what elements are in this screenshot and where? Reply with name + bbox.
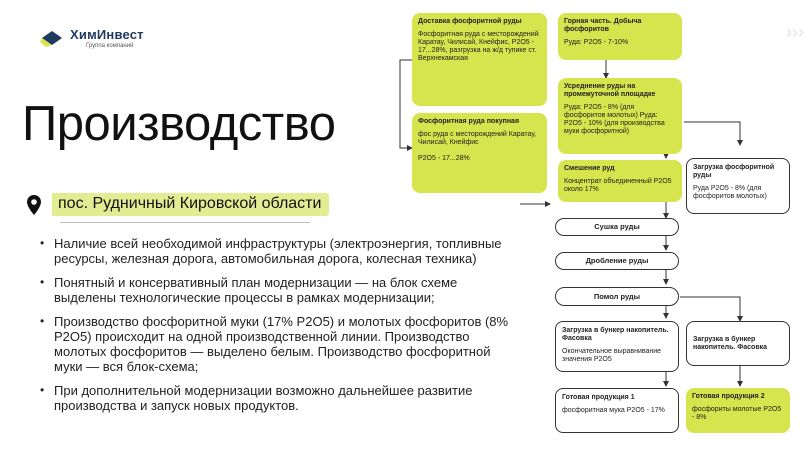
node-bunker1-body: Окончательное выравнивание значения Р2О5 [562, 348, 662, 363]
node-mixing [558, 160, 682, 202]
node-bunker1-title: Загрузка в бункер накопитель. Фасовка [562, 327, 669, 342]
node-product2 [686, 388, 790, 433]
bullet-text: При дополнительной модернизации возможно дальнейшее развитие производства и запуск новых продуктов. [54, 383, 473, 413]
node-product2-body: фосфориты молотые Р2О5 - 8% [692, 406, 782, 421]
page-title: Производство [22, 97, 336, 151]
list-item: • Понятный и консервативный план модернизации — на блок схеме выделены технологические процессы в рамках модернизации; [40, 275, 520, 305]
node-drying: Сушка руды [555, 218, 679, 236]
node-loading-ore-title: Загрузка фосфоритной руды [693, 164, 775, 179]
node-grinding: Помол руды [555, 287, 679, 306]
node-loading-ore [686, 158, 790, 214]
node-product1 [555, 388, 679, 433]
node-mining-title: Горная часть. Добыча фосфоритов [564, 18, 642, 33]
node-purchased [412, 113, 547, 193]
node-purchased-title: Фосфоритная руда покупная [418, 118, 520, 125]
node-delivery-title: Доставка фосфоритной руды [418, 18, 522, 25]
list-item: • При дополнительной модернизации возможно дальнейшее развитие производства и запуск новых продуктов. [40, 383, 520, 413]
node-delivery [412, 13, 547, 106]
location-label: пос. Рудничный Кировской области [52, 193, 329, 216]
node-averaging [558, 78, 682, 154]
node-delivery-body: Фосфоритная руда с месторождений Каратау, Чилисай, Кнейфис, Р2О5 - 17...28%, разгрузка на ж/д тупике ст. Верхнекамская [418, 31, 539, 62]
node-crushing: Дробление руды [555, 252, 679, 270]
node-mining [558, 13, 682, 60]
node-purchased-body: фос руда с месторождений Каратау, Чилисай, Кнейфис [418, 131, 537, 146]
decorative-chevrons: ››› [786, 22, 804, 42]
bullet-text: Наличие всей необходимой инфраструктуры (электроэнергия, топливные ресурсы, железная дорога, автомобильная дорога, колесная техника) [54, 236, 502, 266]
node-purchased-extra: Р2О5 - 17...28% [418, 155, 470, 162]
node-bunker1 [555, 321, 679, 372]
bullet-text: Понятный и консервативный план модернизации — на блок схеме выделены технологические процессы в рамках модернизации; [54, 275, 458, 305]
logo-subtitle: Группа компаний [86, 43, 134, 49]
node-mixing-title: Смешение руд [564, 165, 615, 172]
list-item: • Производство фосфоритной муки (17% P2O5) и молотых фосфоритов (8% P2O5) происходит на одной производственной линии. Производство молотых фосфоритов — выделено белым. Производство фосфоритной муки — вся блок-схема; [40, 314, 520, 374]
node-mixing-body: Концентрат объединенный Р2О5 около 17% [564, 178, 672, 193]
list-item: • Наличие всей необходимой инфраструктуры (электроэнергия, топливные ресурсы, железная дорога, автомобильная дорога, колесная техника) [40, 236, 520, 266]
node-bunker2 [686, 321, 790, 366]
node-loading-ore-body: Руда Р2О5 - 8% (для фосфоритов молотых) [693, 185, 767, 200]
bullet-text: Производство фосфоритной муки (17% P2O5) и молотых фосфоритов (8% P2O5) происходит на одной производственной линии. Производство молотых фосфоритов — выделено белым. Производство фосфоритной муки — вся блок-схема; [54, 314, 509, 374]
node-product1-title: Готовая продукция 1 [562, 394, 635, 401]
node-averaging-title: Усреднение руды на промежуточной площадке [564, 83, 656, 98]
node-product1-body: фосфоритная мука Р2О5 - 17% [562, 407, 665, 414]
logo-name: ХимИнвест [70, 27, 144, 42]
node-product2-title: Готовая продукция 2 [692, 393, 765, 400]
node-mining-body: Руда: Р2О5 - 7-10% [564, 39, 629, 46]
node-averaging-body: Руда: Р2О5 - 8% (для фосфоритов молотых) Руда: Р2О5 - 10% (для производства муки фосфоритной) [564, 104, 665, 135]
node-bunker2-title: Загрузка в бункер накопитель. Фасовка [693, 335, 768, 351]
